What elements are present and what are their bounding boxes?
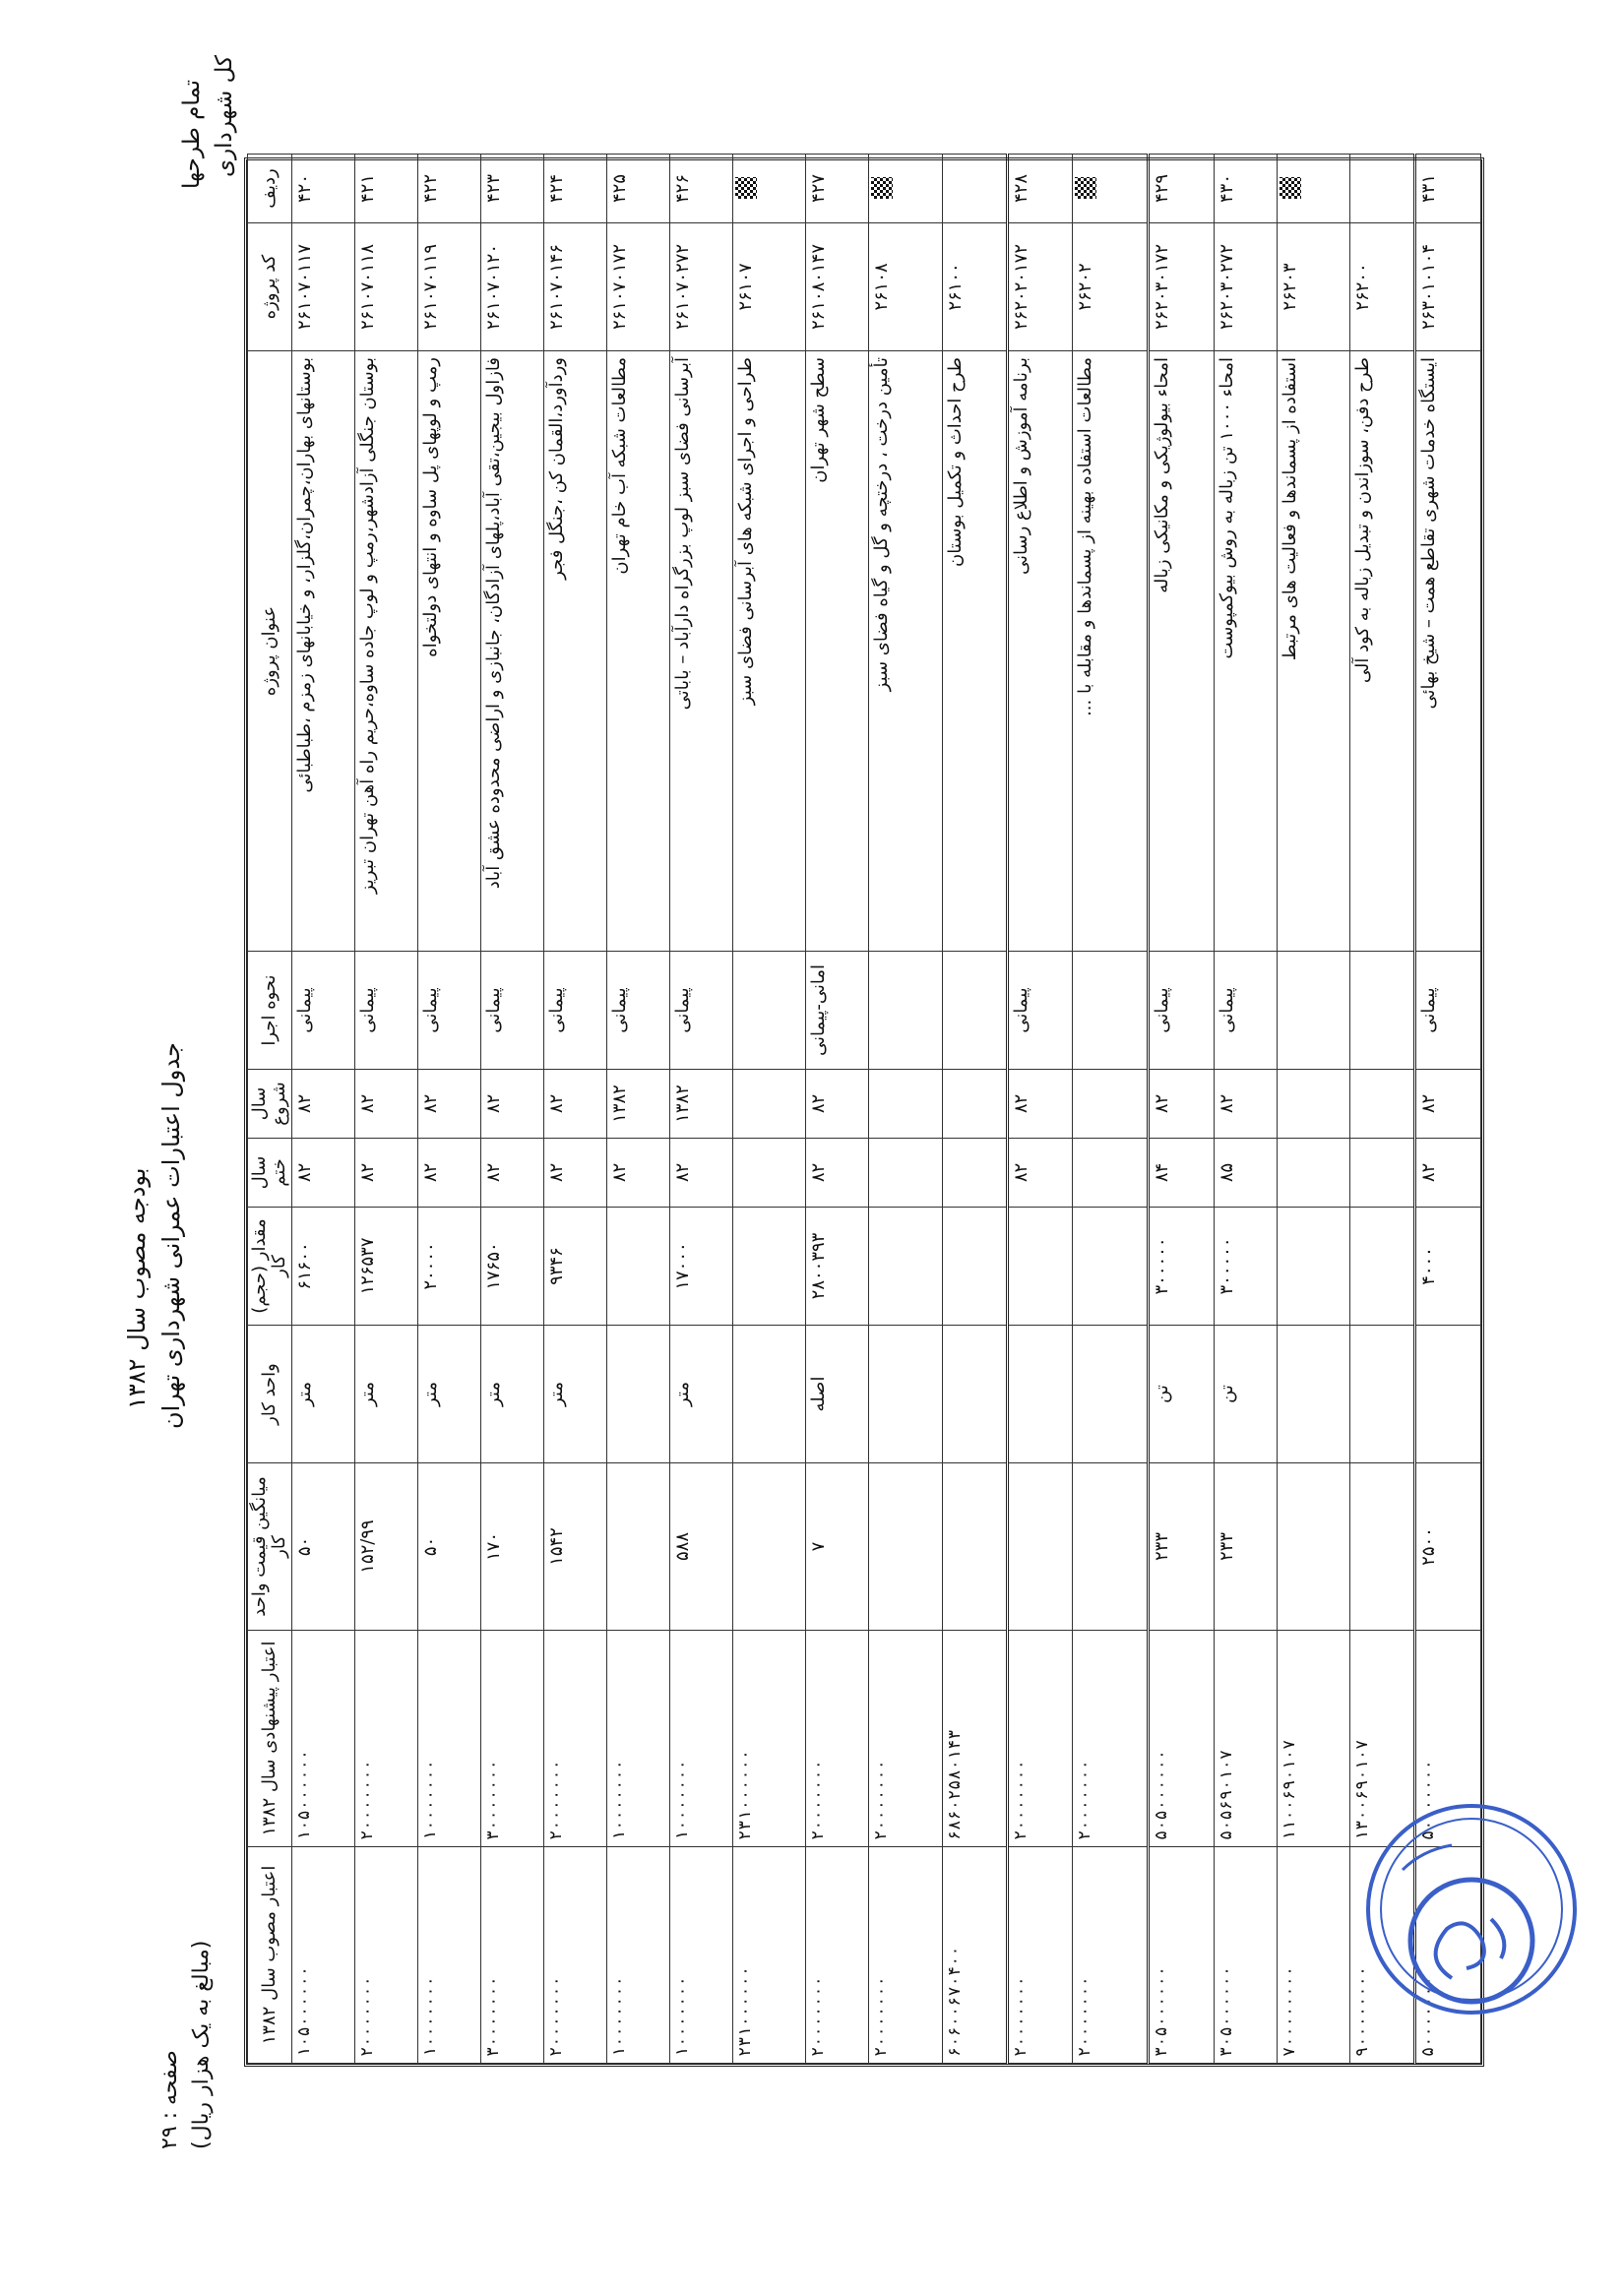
work-volume-cell: ۲۰۰۰۰ (417, 1208, 480, 1326)
row-number-cell (1277, 155, 1350, 223)
approved-credit-cell: ۲۰۰۰۰۰۰۰ (806, 1847, 869, 2064)
work-unit-cell (1008, 1326, 1073, 1463)
row-number-cell: ۴۳۰ (1214, 155, 1277, 223)
proposed-credit-cell: ۲۰۰۰۰۰۰۰ (1073, 1631, 1149, 1847)
project-code-cell: ۲۶۱۰۷۰۱۱۸ (354, 223, 417, 351)
approved-credit-cell: ۳۰۵۰۰۰۰۰۰ (1214, 1847, 1277, 2064)
execution-method-cell: امانی-پیمانی (806, 952, 869, 1070)
scope-label: تمام طرحها (179, 79, 205, 189)
proposed-credit-cell: ۱۱۰۰۶۹۰۱۰۷ (1277, 1631, 1350, 1847)
start-year-cell: ۸۲ (543, 1070, 606, 1139)
table-row (1149, 155, 1214, 2064)
approved-credit-cell: ۱۰۰۰۰۰۰۰ (606, 1847, 669, 2064)
work-unit-cell: متر (669, 1326, 732, 1463)
execution-method-cell: پیمانی (669, 952, 732, 1070)
proposed-credit-cell: ۳۰۰۰۰۰۰۰ (480, 1631, 543, 1847)
proposed-credit-cell: ۲۰۰۰۰۰۰۰ (1008, 1631, 1073, 1847)
table-row (1277, 155, 1350, 2064)
col-title: عنوان پروژه (248, 351, 292, 952)
work-volume-cell: ۳۰۰۰۰۰ (1149, 1208, 1214, 1326)
average-price-cell (869, 1463, 943, 1631)
project-title-cell: تأمین درخت ، درختچه و گل و گیاه فضای سبز (869, 351, 943, 952)
average-price-cell (1277, 1463, 1350, 1631)
page-number: صفحه : ۲۹ (157, 2050, 182, 2149)
work-unit-cell (1350, 1326, 1415, 1463)
project-code-cell: ۲۶۳۰۱۰۱۰۴ (1415, 223, 1481, 351)
approved-credit-cell: ۷۰۰۰۰۰۰۰۰ (1277, 1847, 1350, 2064)
table-row (869, 155, 943, 2064)
row-number-cell: ۴۲۴ (543, 155, 606, 223)
start-year-cell: ۸۲ (1008, 1070, 1073, 1139)
start-year-cell: ۸۲ (1149, 1070, 1214, 1139)
execution-method-cell: پیمانی (417, 952, 480, 1070)
work-volume-cell: ۲۸۰۰۳۹۳ (806, 1208, 869, 1326)
proposed-credit-cell: ۱۳۰۰۶۹۰۱۰۷ (1350, 1631, 1415, 1847)
work-unit-cell (1073, 1326, 1149, 1463)
project-title-cell: استفاده از پسماندها و فعالیت های مرتبط (1277, 351, 1350, 952)
average-price-cell (606, 1463, 669, 1631)
execution-method-cell: پیمانی (480, 952, 543, 1070)
proposed-credit-cell: ۱۰۰۰۰۰۰۰ (606, 1631, 669, 1847)
end-year-cell: ۸۵ (1214, 1139, 1277, 1208)
start-year-cell: ۸۲ (291, 1070, 354, 1139)
work-volume-cell: ۱۷۶۵۰ (480, 1208, 543, 1326)
table-row (480, 155, 543, 2064)
row-number-cell (869, 155, 943, 223)
header-row (248, 155, 292, 2064)
subtotal-marker-icon (871, 178, 893, 200)
budget-table-frame (244, 157, 1484, 2067)
work-volume-cell: ۹۳۴۶ (543, 1208, 606, 1326)
col-row-no: ردیف (248, 155, 292, 223)
end-year-cell: ۸۲ (1008, 1139, 1073, 1208)
project-title-cell: مطالعات شبکه آب خام تهران (606, 351, 669, 952)
project-title-cell: آبرسانی فضای سبز لوپ بزرگراه دارآباد – باباتی (669, 351, 732, 952)
project-code-cell: ۲۶۲۰۳۰۲۷۲ (1214, 223, 1277, 351)
project-title-cell: برنامه آموزش و اطلاع رسانی (1008, 351, 1073, 952)
col-end: سال ختم (248, 1139, 292, 1208)
approved-credit-cell: ۱۰۵۰۰۰۰۰۰ (291, 1847, 354, 2064)
work-volume-cell: ۶۱۶۰۰ (291, 1208, 354, 1326)
average-price-cell: ۲۳۳ (1149, 1463, 1214, 1631)
subtotal-marker-icon (1280, 178, 1301, 200)
work-volume-cell: ۱۷۰۰۰ (669, 1208, 732, 1326)
execution-method-cell (1277, 952, 1350, 1070)
work-volume-cell: ۴۰۰۰ (1415, 1208, 1481, 1326)
row-number-cell: ۴۲۶ (669, 155, 732, 223)
table-row (1415, 155, 1481, 2064)
proposed-credit-cell: ۵۰۵۶۹۰۱۰۷ (1214, 1631, 1277, 1847)
proposed-credit-cell: ۲۰۰۰۰۰۰۰ (869, 1631, 943, 1847)
approved-credit-cell: ۹۰۰۰۰۰۰۰۰ (1350, 1847, 1415, 2064)
end-year-cell (732, 1139, 806, 1208)
proposed-credit-cell: ۶۸۶۰۲۵۸۰۱۴۳ (942, 1631, 1007, 1847)
col-approved: اعتبار مصوب سال ۱۳۸۲ (248, 1847, 292, 2064)
average-price-cell: ۷ (806, 1463, 869, 1631)
subtotal-marker-icon (735, 178, 757, 200)
execution-method-cell (869, 952, 943, 1070)
start-year-cell: ۱۳۸۲ (669, 1070, 732, 1139)
average-price-cell (1073, 1463, 1149, 1631)
work-unit-cell (1415, 1326, 1481, 1463)
approved-credit-cell: ۲۰۰۰۰۰۰۰ (354, 1847, 417, 2064)
row-number-cell (1350, 155, 1415, 223)
col-proposed: اعتبار پیشنهادی سال ۱۳۸۲ (248, 1631, 292, 1847)
work-volume-cell (942, 1208, 1007, 1326)
start-year-cell: ۱۳۸۲ (606, 1070, 669, 1139)
budget-table (247, 154, 1481, 2064)
project-title-cell: امحاء بیولوژیکی و مکانیکی زباله (1149, 351, 1214, 952)
row-number-cell: ۴۳۱ (1415, 155, 1481, 223)
proposed-credit-cell: ۱۰۰۰۰۰۰۰ (669, 1631, 732, 1847)
project-title-cell: طرح دفن، سوزاندن و تبدیل زباله به کود آلی (1350, 351, 1415, 952)
proposed-credit-cell: ۲۰۰۰۰۰۰۰ (543, 1631, 606, 1847)
approved-credit-cell: ۱۰۰۰۰۰۰۰ (669, 1847, 732, 2064)
work-volume-cell (1008, 1208, 1073, 1326)
execution-method-cell: پیمانی (1149, 952, 1214, 1070)
row-number-cell: ۴۲۳ (480, 155, 543, 223)
start-year-cell: ۸۲ (1214, 1070, 1277, 1139)
end-year-cell: ۸۲ (543, 1139, 606, 1208)
work-unit-cell: متر (480, 1326, 543, 1463)
project-title-cell: بوستان جنگلی آزادشهر،رمپ و لوپ جاده ساوه،حریم راه آهن تهران تبریز (354, 351, 417, 952)
work-unit-cell (942, 1326, 1007, 1463)
end-year-cell (1073, 1139, 1149, 1208)
start-year-cell (942, 1070, 1007, 1139)
execution-method-cell: پیمانی (1008, 952, 1073, 1070)
table-row (942, 155, 1007, 2064)
proposed-credit-cell: ۲۰۰۰۰۰۰۰ (806, 1631, 869, 1847)
project-code-cell: ۲۶۲۰۳ (1277, 223, 1350, 351)
end-year-cell: ۸۲ (354, 1139, 417, 1208)
start-year-cell: ۸۲ (806, 1070, 869, 1139)
row-number-cell (732, 155, 806, 223)
end-year-cell (1277, 1139, 1350, 1208)
average-price-cell (1008, 1463, 1073, 1631)
project-title-cell: ایستگاه خدمات شهری تقاطع همت – شیخ بهائی (1415, 351, 1481, 952)
proposed-credit-cell: ۱۰۵۰۰۰۰۰۰ (291, 1631, 354, 1847)
end-year-cell: ۸۲ (806, 1139, 869, 1208)
end-year-cell: ۸۲ (1415, 1139, 1481, 1208)
budget-title: بودجه مصوب سال ۱۳۸۲ (123, 1167, 151, 1409)
col-unit: واحد کار (248, 1326, 292, 1463)
work-volume-cell: ۱۲۶۵۳۷ (354, 1208, 417, 1326)
table-row (806, 155, 869, 2064)
row-number-cell: ۴۲۷ (806, 155, 869, 223)
execution-method-cell (732, 952, 806, 1070)
average-price-cell: ۵۰ (417, 1463, 480, 1631)
table-title: جدول اعتبارات عمرانی شهرداری تهران (157, 1042, 185, 1429)
work-unit-cell (606, 1326, 669, 1463)
work-unit-cell: متر (543, 1326, 606, 1463)
average-price-cell: ۲۳۳ (1214, 1463, 1277, 1631)
project-title-cell: طراحی و اجرای شبکه های آبرسانی فضای سبز (732, 351, 806, 952)
proposed-credit-cell: ۵۰۰۰۰۰۰۰ (1415, 1631, 1481, 1847)
average-price-cell: ۱۵۲/۹۹ (354, 1463, 417, 1631)
work-unit-cell: متر (417, 1326, 480, 1463)
work-volume-cell (1277, 1208, 1350, 1326)
table-row (417, 155, 480, 2064)
execution-method-cell (942, 952, 1007, 1070)
execution-method-cell: پیمانی (606, 952, 669, 1070)
execution-method-cell: پیمانی (354, 952, 417, 1070)
work-unit-cell (1277, 1326, 1350, 1463)
end-year-cell (1350, 1139, 1415, 1208)
project-code-cell: ۲۶۱۰۷۰۱۱۷ (291, 223, 354, 351)
average-price-cell: ۱۵۴۲ (543, 1463, 606, 1631)
table-row (1214, 155, 1277, 2064)
work-unit-cell: تن (1149, 1326, 1214, 1463)
end-year-cell: ۸۴ (1149, 1139, 1214, 1208)
table-row (354, 155, 417, 2064)
work-unit-cell (869, 1326, 943, 1463)
project-title-cell: رمپ و لوپهای پل ساوه و انتهای دولتخواه (417, 351, 480, 952)
project-code-cell: ۲۶۱۰۷۰۱۱۹ (417, 223, 480, 351)
average-price-cell: ۲۵۰۰ (1415, 1463, 1481, 1631)
col-start: سال شروع (248, 1070, 292, 1139)
approved-credit-cell: ۲۰۰۰۰۰۰۰ (1073, 1847, 1149, 2064)
end-year-cell: ۸۲ (606, 1139, 669, 1208)
table-row (669, 155, 732, 2064)
work-unit-cell: متر (291, 1326, 354, 1463)
row-number-cell: ۴۲۸ (1008, 155, 1073, 223)
proposed-credit-cell: ۲۰۰۰۰۰۰۰ (354, 1631, 417, 1847)
project-title-cell: فازاول بیجین،تقی آباد،پلهای آزادگان، جانبازی و اراضی محدوده عشق آباد (480, 351, 543, 952)
average-price-cell (942, 1463, 1007, 1631)
start-year-cell: ۸۲ (480, 1070, 543, 1139)
approved-credit-cell: ۲۰۰۰۰۰۰۰ (1008, 1847, 1073, 2064)
average-price-cell (1350, 1463, 1415, 1631)
project-code-cell: ۲۶۲۰۰ (1350, 223, 1415, 351)
execution-method-cell (1073, 952, 1149, 1070)
work-volume-cell: ۳۰۰۰۰۰ (1214, 1208, 1277, 1326)
start-year-cell (732, 1070, 806, 1139)
execution-method-cell: پیمانی (291, 952, 354, 1070)
project-title-cell: بوستانهای بهاران،چمران،گلزار، و خیابانهای زمزم ،طباطبائی (291, 351, 354, 952)
project-code-cell: ۲۶۱۰۷۰۱۴۶ (543, 223, 606, 351)
proposed-credit-cell: ۱۰۰۰۰۰۰۰ (417, 1631, 480, 1847)
proposed-credit-cell: ۲۳۱۰۰۰۰۰۰ (732, 1631, 806, 1847)
average-price-cell: ۵۸۸ (669, 1463, 732, 1631)
end-year-cell: ۸۲ (417, 1139, 480, 1208)
council-seal-stamp (1363, 1801, 1580, 2017)
row-number-cell: ۴۲۲ (417, 155, 480, 223)
work-volume-cell (606, 1208, 669, 1326)
col-project-code: کد پروژه (248, 223, 292, 351)
organization-label: کل شهرداری (212, 55, 237, 177)
start-year-cell (869, 1070, 943, 1139)
work-unit-cell: متر (354, 1326, 417, 1463)
col-avg-price: میانگین قیمت واحد کار (248, 1463, 292, 1631)
table-row (606, 155, 669, 2064)
project-code-cell: ۲۶۲۰۲ (1073, 223, 1149, 351)
row-number-cell: ۴۲۹ (1149, 155, 1214, 223)
end-year-cell (942, 1139, 1007, 1208)
table-row (1008, 155, 1073, 2064)
project-code-cell: ۲۶۱۰۷۰۲۷۲ (669, 223, 732, 351)
execution-method-cell (1350, 952, 1415, 1070)
table-body (291, 155, 1480, 2064)
approved-credit-cell: ۳۰۵۰۰۰۰۰۰ (1149, 1847, 1214, 2064)
approved-credit-cell: ۲۳۱۰۰۰۰۰۰ (732, 1847, 806, 2064)
start-year-cell: ۸۲ (1415, 1070, 1481, 1139)
project-title-cell: امحاء ۱۰۰۰ تن زباله به روش بیوکمپوست (1214, 351, 1277, 952)
project-code-cell: ۲۶۱۰۰ (942, 223, 1007, 351)
work-volume-cell (869, 1208, 943, 1326)
project-title-cell: طرح احداث و تکمیل بوستان (942, 351, 1007, 952)
subtotal-marker-icon (1075, 178, 1096, 200)
average-price-cell: ۱۷۰ (480, 1463, 543, 1631)
project-code-cell: ۲۶۱۰۷ (732, 223, 806, 351)
table-row (543, 155, 606, 2064)
start-year-cell: ۸۲ (417, 1070, 480, 1139)
project-code-cell: ۲۶۲۰۳۰۱۷۲ (1149, 223, 1214, 351)
approved-credit-cell: ۲۰۰۰۰۰۰۰ (869, 1847, 943, 2064)
work-volume-cell (1350, 1208, 1415, 1326)
start-year-cell (1277, 1070, 1350, 1139)
proposed-credit-cell: ۵۰۵۰۰۰۰۰۰ (1149, 1631, 1214, 1847)
work-volume-cell (732, 1208, 806, 1326)
work-volume-cell (1073, 1208, 1149, 1326)
project-code-cell: ۲۶۱۰۸ (869, 223, 943, 351)
project-code-cell: ۲۶۱۰۷۰۱۷۲ (606, 223, 669, 351)
end-year-cell: ۸۲ (291, 1139, 354, 1208)
col-volume: مقدار (حجم) کار (248, 1208, 292, 1326)
row-number-cell: ۴۲۰ (291, 155, 354, 223)
execution-method-cell: پیمانی (1415, 952, 1481, 1070)
table-row (1073, 155, 1149, 2064)
approved-credit-cell: ۱۰۰۰۰۰۰۰ (417, 1847, 480, 2064)
row-number-cell: ۴۲۱ (354, 155, 417, 223)
row-number-cell (942, 155, 1007, 223)
average-price-cell (732, 1463, 806, 1631)
col-method: نحوه اجرا (248, 952, 292, 1070)
project-title-cell: وردآورد،القمان کن ،جنگل فجر (543, 351, 606, 952)
approved-credit-cell: ۲۰۰۰۰۰۰۰ (543, 1847, 606, 2064)
end-year-cell (869, 1139, 943, 1208)
end-year-cell: ۸۲ (669, 1139, 732, 1208)
work-unit-cell: اصله (806, 1326, 869, 1463)
work-unit-cell (732, 1326, 806, 1463)
execution-method-cell: پیمانی (543, 952, 606, 1070)
table-row (291, 155, 354, 2064)
execution-method-cell: پیمانی (1214, 952, 1277, 1070)
start-year-cell: ۸۲ (354, 1070, 417, 1139)
approved-credit-cell: ۳۰۰۰۰۰۰۰ (480, 1847, 543, 2064)
start-year-cell (1073, 1070, 1149, 1139)
end-year-cell: ۸۲ (480, 1139, 543, 1208)
project-title-cell: مطالعات استفاده بهینه از پسماندها و مقابله با ... (1073, 351, 1149, 952)
table-row (1350, 155, 1415, 2064)
project-code-cell: ۲۶۱۰۷۰۱۲۰ (480, 223, 543, 351)
approved-credit-cell: ۶۰۶۰۰۶۷۰۴۰۰ (942, 1847, 1007, 2064)
average-price-cell: ۵۰ (291, 1463, 354, 1631)
currency-unit: (مبالغ به یک هزار ریال) (189, 1940, 214, 2149)
project-title-cell: سطح شهر تهران (806, 351, 869, 952)
project-code-cell: ۲۶۲۰۲۰۱۷۲ (1008, 223, 1073, 351)
row-number-cell: ۴۲۵ (606, 155, 669, 223)
table-row (732, 155, 806, 2064)
work-unit-cell: تن (1214, 1326, 1277, 1463)
row-number-cell (1073, 155, 1149, 223)
approved-credit-cell: ۵۰۰۰۰۰۰۰ (1415, 1847, 1481, 2064)
project-code-cell: ۲۶۱۰۸۰۱۴۷ (806, 223, 869, 351)
start-year-cell (1350, 1070, 1415, 1139)
